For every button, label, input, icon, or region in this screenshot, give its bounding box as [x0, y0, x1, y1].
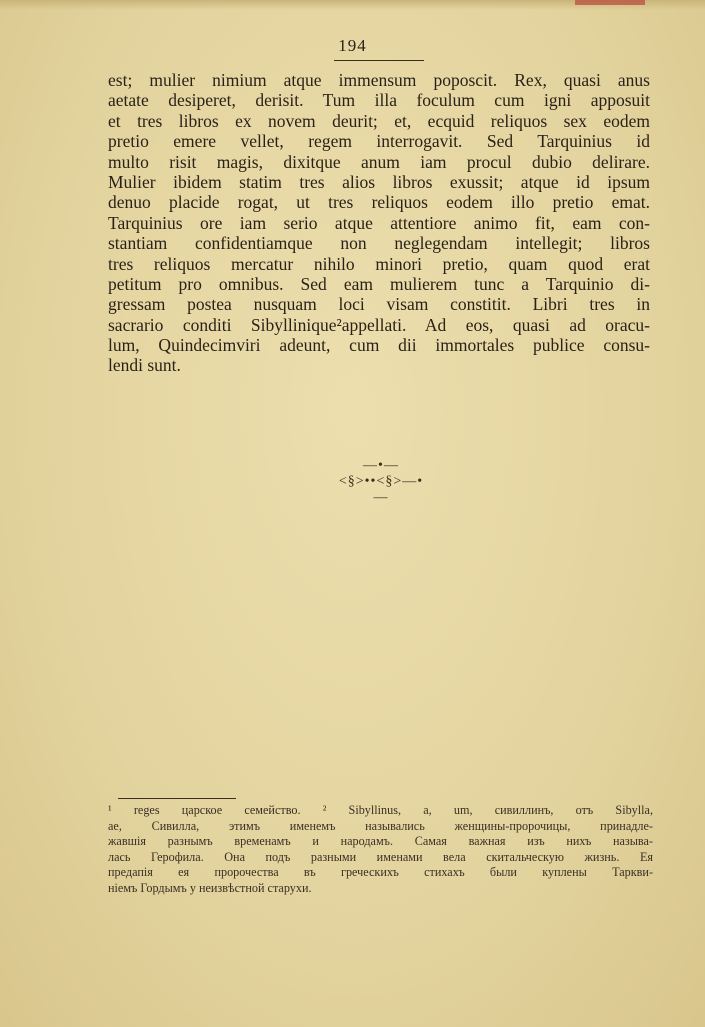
main-text — [108, 70, 650, 376]
footnote-rule — [118, 798, 236, 799]
footnote-line: жавшія разнымъ временамъ и народамъ. Самая важная изъ нихъ называ- — [108, 834, 653, 849]
text-line: Tarquinius ore iam serio atque attentiore animo fit, eam con- — [108, 212, 650, 233]
footnote-line: лась Герофила. Она подъ разными именами вела скитальческую жизнь. Ея — [108, 849, 653, 864]
text-line: multo risit magis, dixitque anum iam procul dubio delirare. — [108, 151, 650, 172]
footnote-line: ¹ reges царское семейство. ² Sibyllinus, a, um, сивиллинъ, отъ Sibylla, — [108, 803, 653, 817]
text-line: lum, Quindecimviri adeunt, cum dii immortales publice consu- — [108, 335, 650, 356]
text-line: et tres libros ex novem deurit; et, ecquid reliquos sex eodem — [108, 110, 650, 131]
footnote-line: предапія ея пророчества въ греческихъ стихахъ были куплены Таркви- — [108, 865, 653, 880]
text-line: denuo placide rogat, ut tres reliquos eodem illo pretio emat. — [108, 192, 650, 213]
text-line: aetate desiperet, derisit. Tum illa foculum cum igni apposuit — [108, 90, 650, 111]
text-line: stantiam confidentiamque non neglegendam intellegit; libros — [108, 233, 650, 254]
text-line: tres reliquos mercatur nihilo minori pretio, quam quod erat — [108, 253, 650, 274]
page-edge-mark — [575, 0, 645, 5]
text-line: pretio emere vellet, regem interrogavit. Sed Tarquinius id — [108, 131, 650, 152]
page-number: 194 — [338, 36, 367, 55]
footnote-line: ніемъ Гордымъ у неизвѣстной старухи. — [108, 880, 312, 895]
text-line: petitum pro omnibus. Sed eam mulierem tunc a Tarquinio di- — [108, 273, 650, 294]
text-line: Mulier ibidem statim tres alios libros exussit; atque id ipsum — [108, 171, 650, 192]
page-number-rule — [334, 60, 424, 61]
text-line: gressam postea nusquam loci visam constitit. Libri tres in — [108, 294, 650, 315]
text-line: sacrario conditi Sibyllinique²appellati. Ad eos, quasi ad oracu- — [108, 314, 650, 335]
text-line: est; mulier nimium atque immensum poposcit. Rex, quasi anus — [108, 70, 650, 90]
footnotes — [108, 803, 653, 897]
section-ornament: —•—<§>••<§>—•— — [338, 458, 424, 505]
text-line: lendi sunt. — [108, 355, 181, 376]
footnote-line: ae, Сивилла, этимъ именемъ назывались женщины-пророчицы, принадле- — [108, 818, 653, 833]
